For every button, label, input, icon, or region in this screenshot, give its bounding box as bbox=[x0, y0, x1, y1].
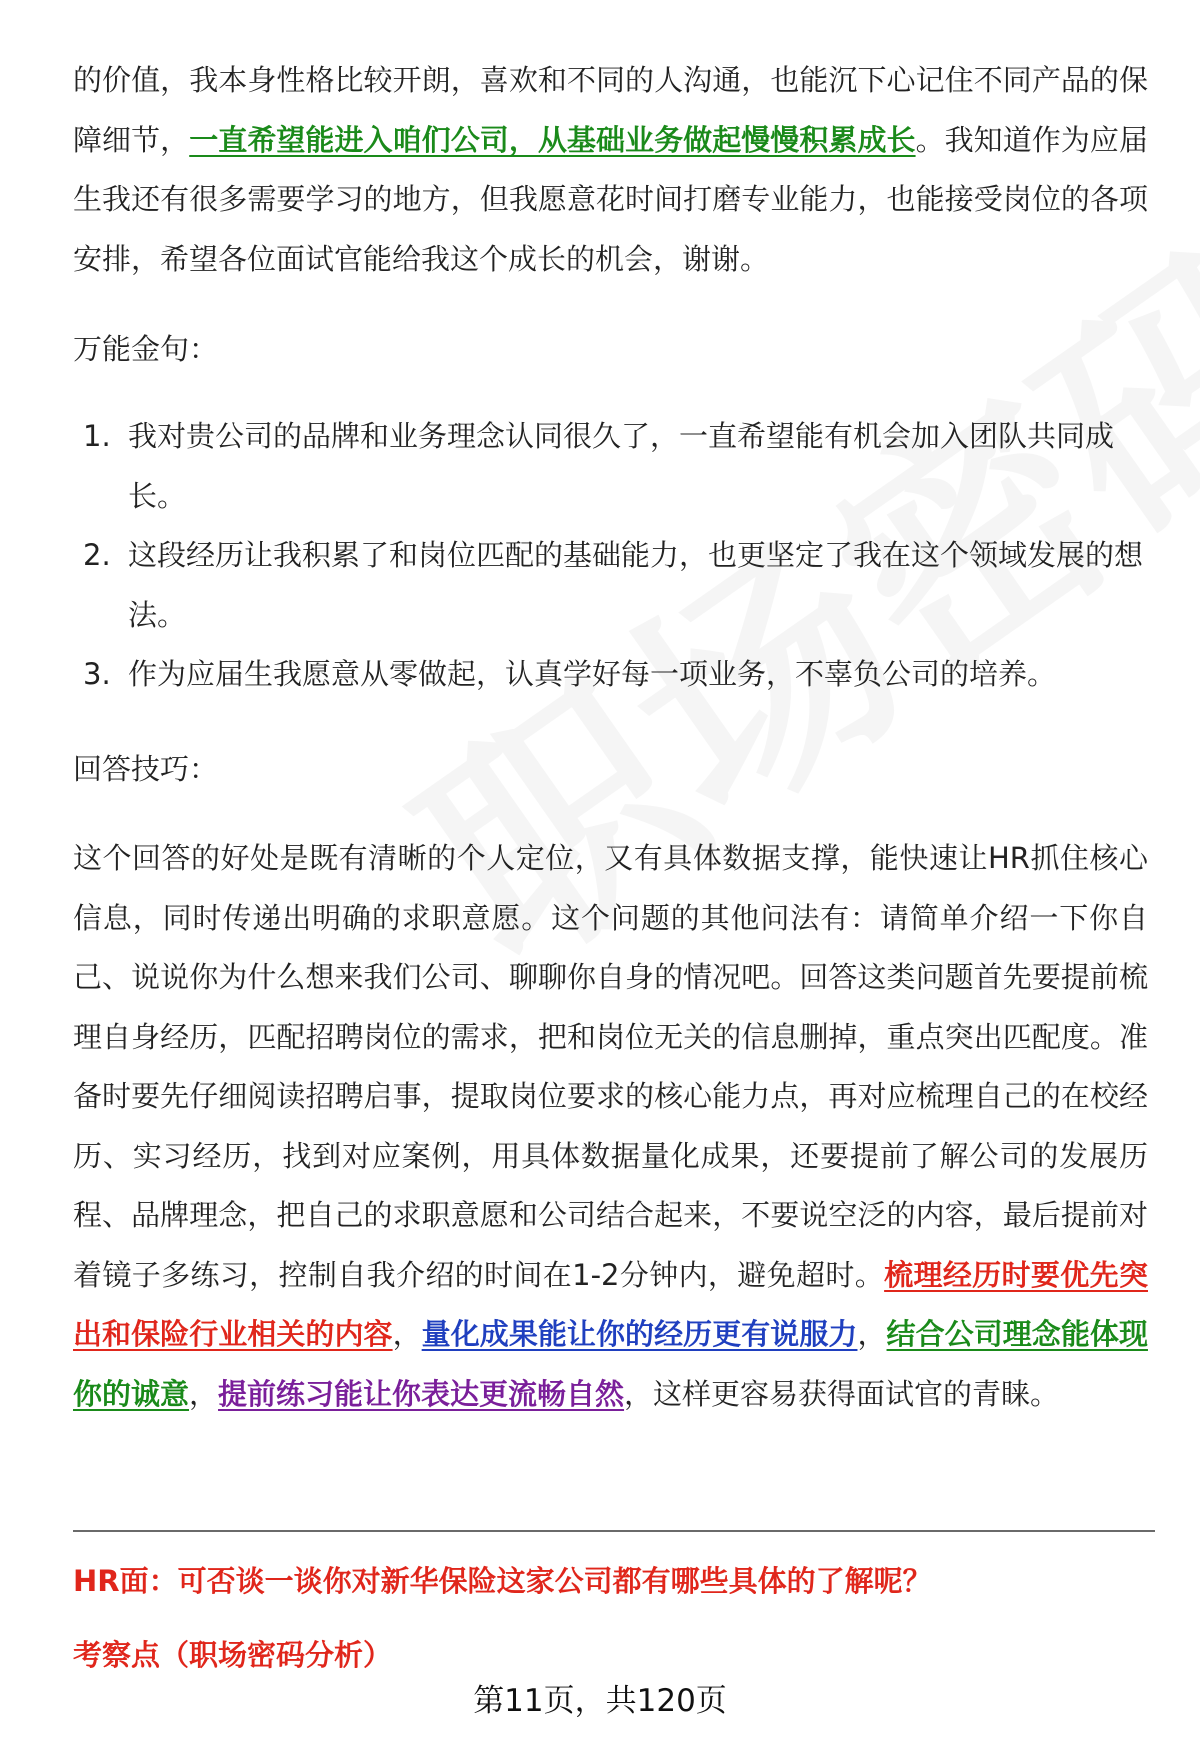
list-number: 2. bbox=[83, 538, 111, 572]
section-divider bbox=[73, 1530, 1155, 1532]
golden-sentences-title: 万能金句： bbox=[73, 332, 219, 366]
page-footer: 第11页，共120页 bbox=[473, 1683, 727, 1719]
list-item bbox=[73, 526, 1148, 645]
hr-question-heading: HR面：可否谈一谈你对新华保险这家公司都有哪些具体的了解呢？ bbox=[73, 1564, 932, 1598]
highlight-growth: 一直希望能进入咱们公司，从基础业务做起慢慢积累成长 bbox=[189, 122, 916, 157]
intro-paragraph bbox=[73, 51, 1148, 289]
highlight-green: 结合公司理念能体现你的诚意 bbox=[73, 1317, 1148, 1411]
exam-point-heading: 考察点（职场密码分析） bbox=[73, 1638, 393, 1672]
list-item bbox=[73, 407, 1148, 526]
golden-sentences-list bbox=[73, 407, 1148, 705]
list-text: 我对贵公司的品牌和业务理念认同很久了，一直希望能有机会加入团队共同成长。 bbox=[128, 419, 1115, 513]
highlight-purple: 提前练习能让你表达更流畅自然 bbox=[218, 1376, 625, 1411]
tips-text-a: 这个回答的好处是既有清晰的个人定位，又有具体数据支撑，能快速让HR抓住核心信息，同时传递出明确的求职意愿。这个问题的其他问法有：请简单介绍一下你自己、说说你为什么想来我们公司、聊聊你自身的情况吧。回答这类问题首先要提前梳理自身经历，匹配招聘岗位的需求，把和岗位无关的信息删掉，重点突出匹配度。准备时要先仔细阅读招聘启事，提取岗位要求的核心能力点，再对应梳理自己的在校经历、实习经历，找到对应案例，用具体数据量化成果，还要提前了解公司的发展历程、品牌理念，把自己的求职意愿和公司结合起来，不要说空泛的内容，最后提前对着镜子多练习，控制自我介绍的时间在1-2分钟内，避免超时。 bbox=[73, 841, 1148, 1292]
answer-tips-paragraph bbox=[73, 829, 1148, 1424]
list-number: 3. bbox=[83, 657, 111, 691]
tips-sep-2: ， bbox=[857, 1317, 887, 1351]
highlight-red: 梳理经历时要优先突出和保险行业相关的内容 bbox=[73, 1257, 1148, 1351]
tips-sep-3: ， bbox=[189, 1376, 219, 1411]
list-number: 1. bbox=[83, 419, 111, 453]
list-text: 这段经历让我积累了和岗位匹配的基础能力，也更坚定了我在这个领域发展的想法。 bbox=[128, 538, 1144, 632]
tips-text-b: ，这样更容易获得面试官的青睐。 bbox=[624, 1376, 1060, 1411]
highlight-blue: 量化成果能让你的经历更有说服力 bbox=[421, 1317, 858, 1351]
list-text: 作为应届生我愿意从零做起，认真学好每一项业务，不辜负公司的培养。 bbox=[128, 657, 1057, 691]
tips-sep-1: ， bbox=[392, 1317, 422, 1351]
intro-text-b: 。我知道作为应届生我还有很多需要学习的地方，但我愿意花时间打磨专业能力，也能接受岗位的各项安排，希望各位面试官能给我这个成长的机会，谢谢。 bbox=[73, 122, 1148, 276]
answer-tips-title: 回答技巧： bbox=[73, 752, 219, 786]
intro-text-a: 的价值，我本身性格比较开朗，喜欢和不同的人沟通，也能沉下心记住不同产品的保障细节， bbox=[73, 63, 1148, 157]
list-item bbox=[73, 645, 1148, 705]
